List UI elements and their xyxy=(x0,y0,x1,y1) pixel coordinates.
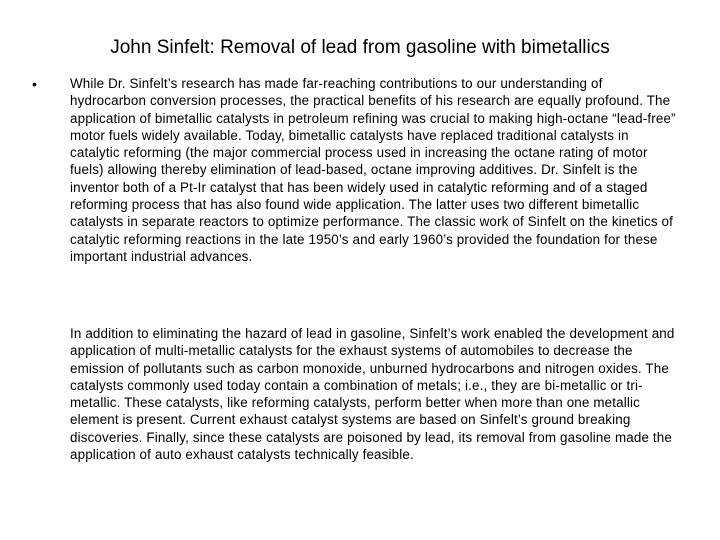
bullet-marker: • xyxy=(32,76,37,92)
slide-title: John Sinfelt: Removal of lead from gasoline with bimetallics xyxy=(110,37,610,58)
body-paragraph-2: In addition to eliminating the hazard of lead in gasoline, Sinfelt’s work enabled the development and application of multi-metallic catalysts for the exhaust systems of automobiles to decrease the emission of pollutants such as carbon monoxide, unburned hydrocarbons and nitrogen oxides. The catalysts commonly used today contain a combination of metals; i.e., they are bi-metallic or tri-metallic. These catalysts, like reforming catalysts, perform better when more than one metallic element is present. Current exhaust catalyst systems are based on Sinfelt’s ground breaking discoveries. Finally, since these catalysts are poisoned by lead, its removal from gasoline made the application of auto exhaust catalysts technically feasible. xyxy=(70,326,675,463)
body-paragraph-1: While Dr. Sinfelt’s research has made far-reaching contributions to our understanding of hydrocarbon conversion processes, the practical benefits of his research are equally profound. The application of bimetallic catalysts in petroleum refining was crucial to making high-octane “lead-free” motor fuels widely available. Today, bimetallic catalysts have replaced traditional catalysts in catalytic reforming (the major commercial process used in increasing the octane rating of motor fuels) allowing thereby elimination of lead-based, octane improving additives. Dr. Sinfelt is the inventor both of a Pt-Ir catalyst that has been widely used in catalytic reforming and of a staged reforming process that has also found wide application. The latter uses two different bimetallic catalysts in separate reactors to optimize performance. The classic work of Sinfelt on the kinetics of catalytic reforming reactions in the late 1950’s and early 1960’s provided the foundation for these important industrial advances. xyxy=(70,76,676,264)
